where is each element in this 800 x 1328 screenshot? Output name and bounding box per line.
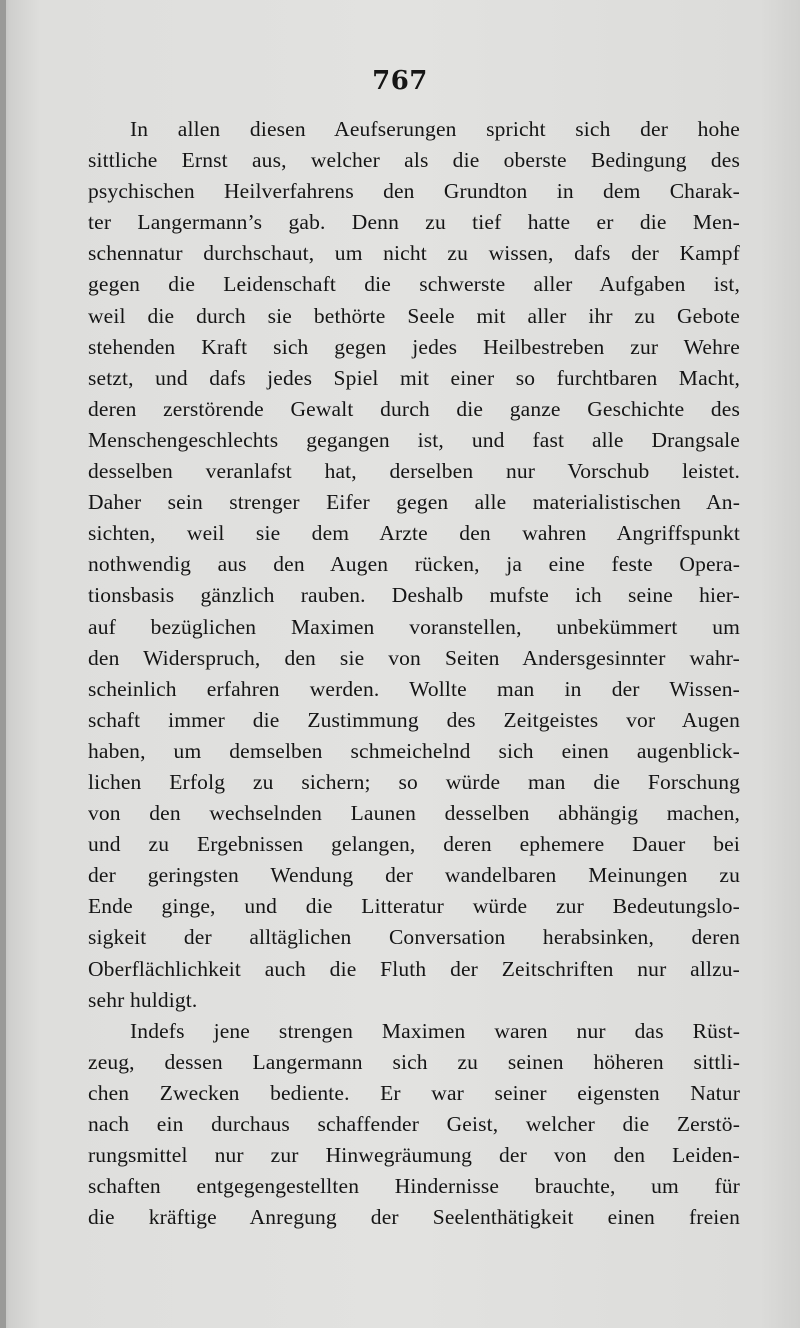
text-line: die kräftige Anregung der Seelenthätigkeit einen freien xyxy=(88,1205,740,1230)
text-line: den Widerspruch, den sie von Seiten Andersgesinnter wahr- xyxy=(88,645,740,670)
text-line: schennatur durchschaut, um nicht zu wissen, dafs der Kampf xyxy=(88,241,740,266)
text-line: Daher sein strenger Eifer gegen alle materialistischen An- xyxy=(88,490,740,515)
text-line: nach ein durchaus schaffender Geist, welcher die Zerstö- xyxy=(88,1112,740,1136)
text-line: tionsbasis gänzlich rauben. Deshalb mufste ich seine hier- xyxy=(88,583,740,608)
text-line: ter Langermann’s gab. Denn zu tief hatte er die Men- xyxy=(88,210,740,235)
text-line: sichten, weil sie dem Arzte den wahren Angriffspunkt xyxy=(88,521,740,546)
page-number: 767 xyxy=(372,66,428,96)
text-line: sehr huldigt. xyxy=(88,987,198,1012)
text-line: scheinlich erfahren werden. Wollte man in der Wissen- xyxy=(88,676,740,701)
text-line: Menschengeschlechts gegangen ist, und fast alle Drangsale xyxy=(88,427,740,452)
text-line: von den wechselnden Launen desselben abhängig machen, xyxy=(88,801,740,826)
text-line: und zu Ergebnissen gelangen, deren ephemere Dauer bei xyxy=(88,832,740,857)
text-line: gegen die Leidenschaft die schwerste aller Aufgaben ist, xyxy=(88,272,740,297)
text-line: haben, um demselben schmeichelnd sich einen augenblick- xyxy=(88,738,740,763)
text-line: der geringsten Wendung der wandelbaren Meinungen zu xyxy=(88,863,740,888)
page-spine-shadow xyxy=(0,0,6,1328)
text-line: In allen diesen Aeufserungen spricht sich der hohe xyxy=(130,117,740,141)
text-line: zeug, dessen Langermann sich zu seinen höheren sittli- xyxy=(88,1049,740,1074)
text-line: auf bezüglichen Maximen voranstellen, unbekümmert um xyxy=(88,614,740,639)
text-line: rungsmittel nur zur Hinwegräumung der von den Leiden- xyxy=(88,1143,740,1168)
text-line: deren zerstörende Gewalt durch die ganze Geschichte des xyxy=(88,396,740,421)
text-line: sittliche Ernst aus, welcher als die oberste Bedingung des xyxy=(88,148,740,173)
text-line: weil die durch sie bethörte Seele mit aller ihr zu Gebote xyxy=(88,303,740,328)
text-line: lichen Erfolg zu sichern; so würde man die Forschung xyxy=(88,769,740,794)
text-line: psychischen Heilverfahrens den Grundton in dem Charak- xyxy=(88,179,740,204)
text-line: setzt, und dafs jedes Spiel mit einer so furchtbaren Macht, xyxy=(88,365,740,390)
text-line: schaft immer die Zustimmung des Zeitgeistes vor Augen xyxy=(88,707,740,732)
text-line: chen Zwecken bediente. Er war seiner eigensten Natur xyxy=(88,1080,740,1105)
text-line: Indefs jene strengen Maximen waren nur das Rüst- xyxy=(130,1018,740,1043)
text-line: stehenden Kraft sich gegen jedes Heilbestreben zur Wehre xyxy=(88,334,740,359)
text-line: Oberflächlichkeit auch die Fluth der Zeitschriften nur allzu- xyxy=(88,956,740,981)
text-line: desselben veranlafst hat, derselben nur Vorschub leistet. xyxy=(88,459,740,484)
text-line: schaften entgegengestellten Hindernisse brauchte, um für xyxy=(88,1174,740,1199)
body-text xyxy=(88,114,740,1233)
text-line: Ende ginge, und die Litteratur würde zur Bedeutungslo- xyxy=(88,894,740,919)
text-line: sigkeit der alltäglichen Conversation herabsinken, deren xyxy=(88,925,740,950)
text-line: nothwendig aus den Augen rücken, ja eine feste Opera- xyxy=(88,552,740,577)
